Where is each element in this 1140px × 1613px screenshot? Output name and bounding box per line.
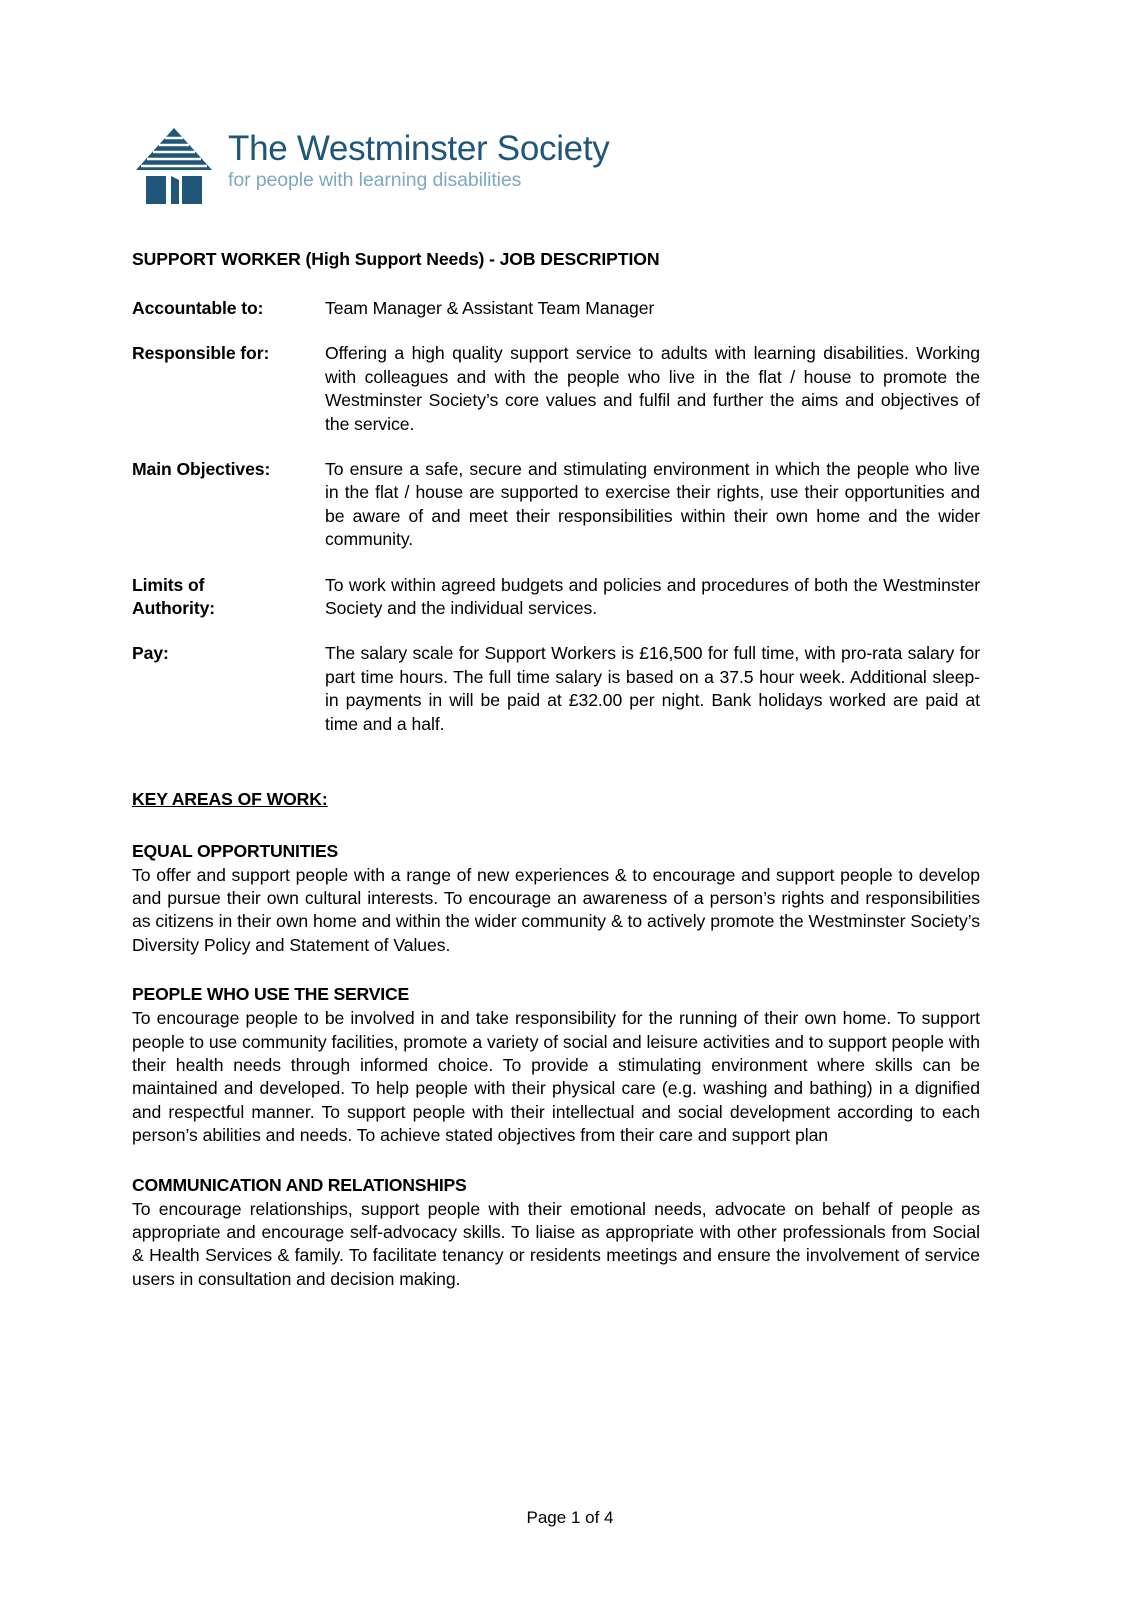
- document-title: SUPPORT WORKER (High Support Needs) - JOB DESCRIPTION: [132, 249, 660, 269]
- field-label-line: Pay:: [132, 643, 169, 664]
- field-main-objectives: [132, 458, 980, 552]
- field-value: Offering a high quality support service to adults with learning disabilities. Working with colleagues and with the people who live in the flat / house to promote the Westminster Society’s core values and fulfil and further the aims and objectives of the service.: [325, 343, 980, 434]
- field-pay: [132, 642, 980, 736]
- field-label-line: Authority:: [132, 598, 216, 619]
- section-body: To encourage relationships, support people with their emotional needs, advocate on behalf of people as appropriate and encourage self-advocacy skills. To liaise as appropriate with other professionals from Social & Health Services & family. To facilitate tenancy or residents meetings and ensure the involvement of service users in consultation and decision making.: [132, 1198, 980, 1289]
- field-responsible-for: [132, 342, 980, 436]
- field-label-line: Responsible for:: [132, 343, 270, 364]
- page-footer: Page 1 of 4: [526, 1508, 614, 1527]
- section-heading: EQUAL OPPORTUNITIES: [132, 840, 339, 861]
- field-value: To ensure a safe, secure and stimulating environment in which the people who live in the flat / house are supported to exercise their rights, use their opportunities and be aware of and meet their responsibilities within their own home and the wider community.: [325, 459, 980, 550]
- field-label: [132, 458, 325, 552]
- field-accountable-to: [132, 297, 980, 320]
- field-label: [132, 574, 325, 621]
- section-communication-and-relationships: [132, 1174, 980, 1292]
- key-areas-heading: KEY AREAS OF WORK:: [132, 789, 328, 810]
- field-label-line: Limits of: [132, 574, 205, 595]
- organisation-logo: [132, 124, 609, 206]
- section-body: To encourage people to be involved in and take responsibility for the running of their own home. To support people to use community facilities, promote a variety of social and leisure activities and to support people with their health needs through informed choice. To provide a stimulating environment where skills can be maintained and developed. To help people with their physical care (e.g. washing and bathing) in a dignified and respectful manner. To support people with their intellectual and social development according to each person’s abilities and needs. To achieve stated objectives from their care and support plan: [132, 1008, 980, 1146]
- field-label: [132, 342, 325, 436]
- section-heading: COMMUNICATION AND RELATIONSHIPS: [132, 1174, 467, 1195]
- field-label-line: Accountable to:: [132, 298, 264, 318]
- field-label-line: Main Objectives:: [132, 459, 271, 480]
- section-people-who-use-the-service: [132, 983, 980, 1147]
- field-limits-of-authority: [132, 574, 980, 621]
- field-label: [132, 297, 325, 320]
- house-logo-icon: [132, 124, 216, 206]
- field-value: The salary scale for Support Workers is £16,500 for full time, with pro-rata salary for part time hours. The full time salary is based on a 37.5 hour week. Additional sleep-in payments in will be paid at £32.00 per night. Bank holidays worked are paid at time and a half.: [325, 643, 980, 734]
- section-spacer: [132, 758, 980, 788]
- section-equal-opportunities: [132, 840, 980, 958]
- field-value: Team Manager & Assistant Team Manager: [325, 298, 655, 318]
- field-value: To work within agreed budgets and policies and procedures of both the Westminster Society and the individual services.: [325, 574, 980, 619]
- section-body: To offer and support people with a range of new experiences & to encourage and support people to develop and pursue their own cultural interests. To encourage an awareness of a person’s rights and responsibilities as citizens in their own home and within the wider community & to actively promote the Westminster Society’s Diversity Policy and Statement of Values.: [132, 864, 980, 955]
- field-label: [132, 642, 325, 736]
- logo-tagline: for people with learning disabilities: [228, 169, 522, 191]
- section-heading: PEOPLE WHO USE THE SERVICE: [132, 984, 410, 1005]
- logo-title: The Westminster Society: [228, 129, 610, 168]
- document-body: [132, 248, 980, 1291]
